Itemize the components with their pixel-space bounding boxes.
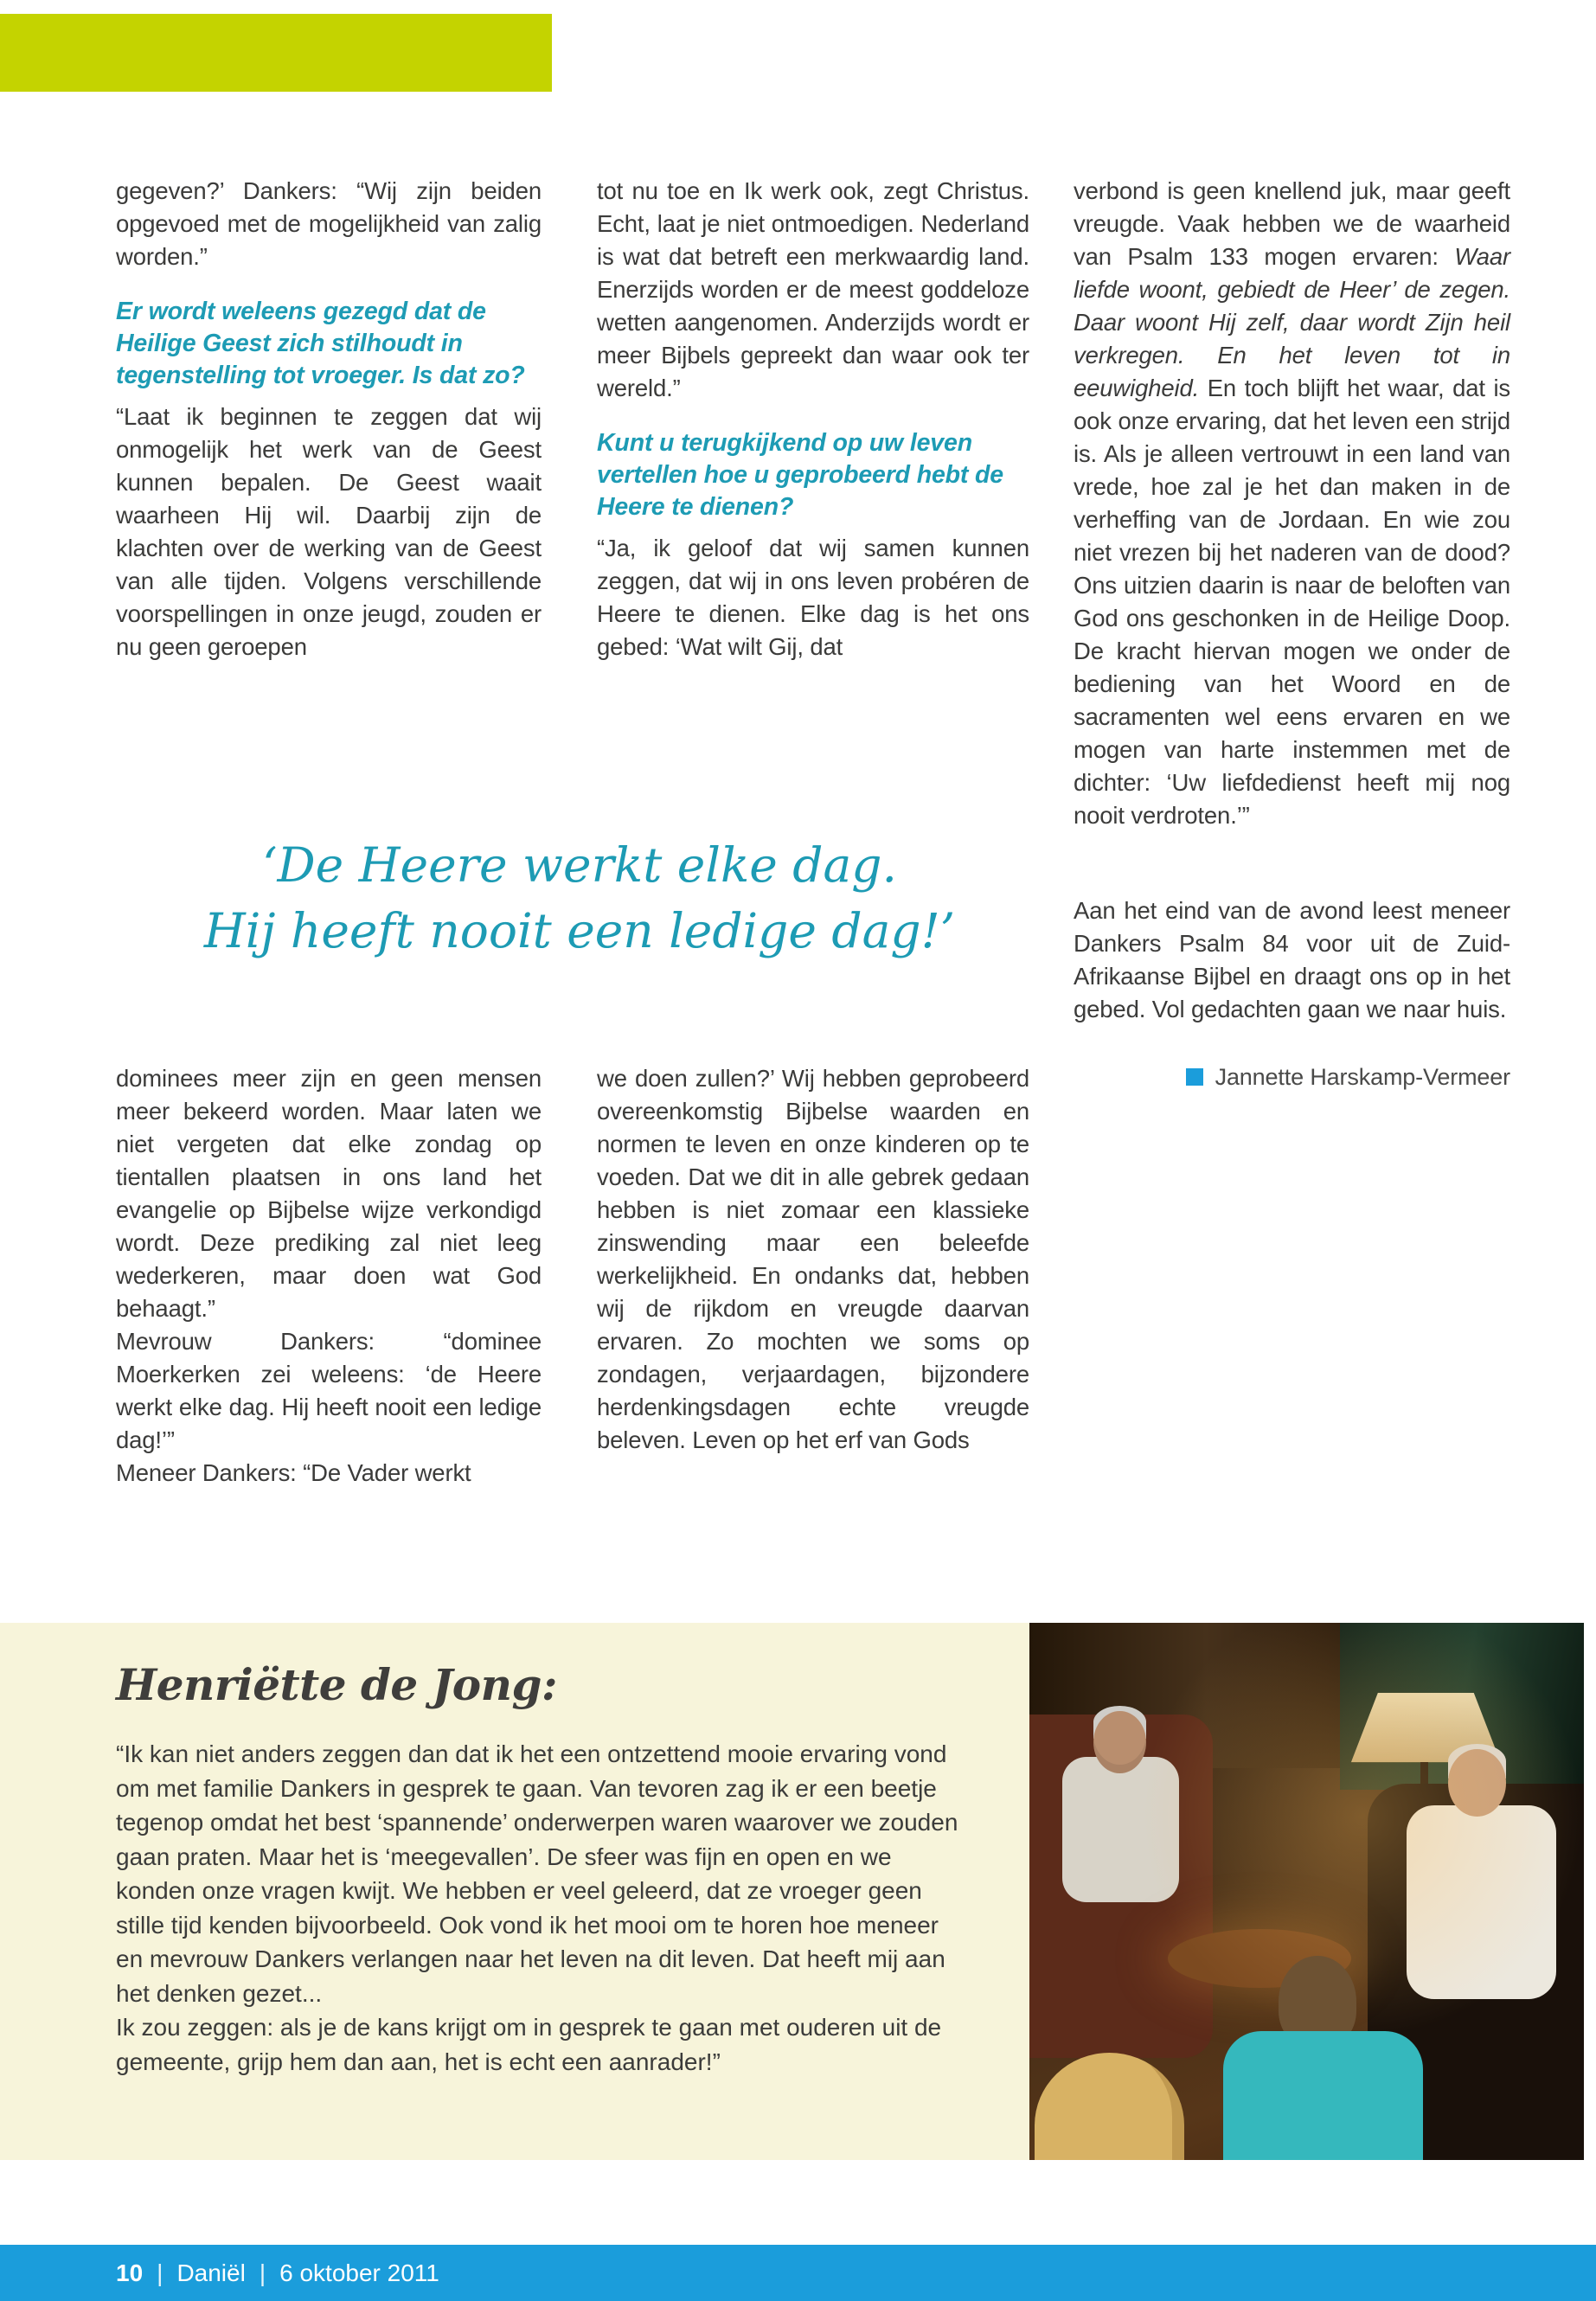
- column-1-top: [116, 175, 542, 663]
- body-paragraph: gegeven?’ Dankers: “Wij zijn beiden opgevoed met de mogelijkheid van zalig worden.”: [116, 177, 542, 270]
- living-room-photo: [1029, 1623, 1584, 2160]
- pull-quote-line-1: ‘De Heere werkt elke dag.: [261, 837, 897, 893]
- column-2-bottom: [597, 1062, 1029, 1457]
- testimonial-title: Henriëtte de Jong:: [116, 1659, 557, 1710]
- page-number: 10: [116, 2259, 144, 2286]
- body-text: verbond is geen knellend juk, maar geeft vreugde. Vaak hebben we de waarheid van Psalm 133 mogen ervaren:: [1074, 177, 1510, 270]
- body-paragraph: Mevrouw Dankers: “dominee Moerkerken zei weleens: ‘de Heere werkt elke dag. Hij heeft nooit een ledige dag!’”: [116, 1328, 542, 1453]
- column-1-bottom: [116, 1062, 542, 1490]
- body-paragraph: we doen zullen?’ Wij hebben geprobeerd overeenkomstig Bijbelse waarden en normen te leven en onze kinderen op te voeden. Dat we dit in alle gebrek gedaan hebben is niet zomaar een klassieke zinswending maar een beleefde werkelijkheid. En ondanks dat, hebben wij de rijkdom en vreugde daarvan ervaren. Zo mochten we soms op zondagen, verjaardagen, bijzondere herdenkingsdagen echte vreugde beleven. Leven op het erf van Gods: [597, 1065, 1029, 1453]
- foreground-person-teal-shirt-shape: [1223, 2031, 1423, 2160]
- body-text: En toch blijft het waar, dat is ook onze ervaring, dat het leven een strijd is. Als je alleen vertrouwt in een land van vrede, hoe zal je het dan maken in de verheffing van de Jordaan. En wie zou niet vrezen bij het naderen van de dood? Ons uitzien daarin is naar de beloften van God ons geschonken in de Heilige Doop. De kracht hiervan mogen we onder de bediening van het Woord en de sacramenten wel eens ervaren en we mogen van harte instemmen met de dichter: ‘Uw liefdedienst heeft mij nog nooit verdroten.’”: [1074, 375, 1510, 829]
- body-paragraph: “Ja, ik geloof dat wij samen kunnen zeggen, dat wij in ons leven probéren de Heere te dienen. Elke dag is het ons gebed: ‘Wat wilt Gij, dat: [597, 535, 1029, 660]
- pull-quote: [130, 832, 1029, 964]
- issue-date: 6 oktober 2011: [279, 2259, 439, 2286]
- body-paragraph: “Laat ik beginnen te zeggen dat wij onmogelijk het werk van de Geest kunnen bepalen. De Geest waait waarheen Hij wil. Daarbij zijn de klachten over de werking van de Geest van alle tijden. Volgens verschillende voorspellingen in onze jeugd, zouden er nu geen geroepen: [116, 403, 542, 660]
- footer-separator: |: [157, 2259, 163, 2286]
- footer-separator: |: [259, 2259, 266, 2286]
- testimonial-paragraph: Ik zou zeggen: als je de kans krijgt om in gesprek te gaan met ouderen uit de gemeente, grijp hem dan aan, het is echt een aanrader!”: [116, 2014, 942, 2075]
- closing-paragraph: Aan het eind van de avond leest meneer Dankers Psalm 84 voor uit de Zuid-Afrikaanse Bijbel en draagt ons op in het gebed. Vol gedachten gaan we naar huis.: [1074, 897, 1510, 1022]
- testimonial-box: [0, 1623, 1584, 2160]
- pull-quote-line-2: Hij heeft nooit een ledige dag!’: [203, 903, 956, 958]
- interview-question: Er wordt weleens gezegd dat de Heilige Geest zich stilhoudt in tegenstelling tot vroeger. Is dat zo?: [116, 298, 525, 389]
- author-name: Jannette Harskamp-Vermeer: [1215, 1064, 1510, 1090]
- column-2-top: [597, 175, 1029, 663]
- testimonial-paragraph: “Ik kan niet anders zeggen dan dat ik het een ontzettend mooie ervaring vond om met familie Dankers in gesprek te gaan. Van tevoren zag ik er een beetje tegenop omdat het best ‘spannende’ onderwerpen waren waarover we zouden gaan praten. Maar het is ‘meegevallen’. De sfeer was fijn en open en we konden onze vragen kwijt. We hebben er veel geleerd, dat ze vroeger geen stille tijd kenden bijvoorbeeld. Ook vond ik het mooi om te horen hoe meneer en mevrouw Dankers verlangen naar het leven na dit leven. Dat heeft mij aan het denken gezet...: [116, 1740, 958, 2007]
- body-paragraph: tot nu toe en Ik werk ook, zegt Christus. Echt, laat je niet ontmoedigen. Nederland is wat dat betreft een merkwaardig land. Enerzijds worden er de meest goddeloze wetten aangenomen. Anderzijds wordt er meer Bijbels gepreekt dan waar ook ter wereld.”: [597, 177, 1029, 401]
- footer-bar: [0, 2245, 1596, 2301]
- magazine-name: Daniël: [176, 2259, 246, 2286]
- testimonial-body: [116, 1737, 968, 2079]
- body-paragraph: dominees meer zijn en geen mensen meer bekeerd worden. Maar laten we niet vergeten dat elke zondag op tientallen plaatsen in ons land het evangelie op Bijbelse wijze verkondigd wordt. Deze prediking zal niet leeg wederkeren, maar doen wat God behaagt.”: [116, 1065, 542, 1322]
- byline: [1074, 1061, 1510, 1093]
- byline-square-icon: [1186, 1068, 1203, 1086]
- column-3: [1074, 175, 1510, 1093]
- body-paragraph: [1074, 175, 1510, 832]
- interview-question: Kunt u terugkijkend op uw leven vertellen hoe u geprobeerd hebt de Heere te dienen?: [597, 429, 1003, 521]
- scripture-quote: Waar liefde woont, gebiedt de Heer’ de zegen. Daar woont Hij zelf, daar wordt Zijn heil verkregen. En het leven tot in eeuwigheid.: [1074, 243, 1510, 401]
- top-accent-bar: [0, 14, 552, 92]
- body-paragraph: Meneer Dankers: “De Vader werkt: [116, 1459, 471, 1486]
